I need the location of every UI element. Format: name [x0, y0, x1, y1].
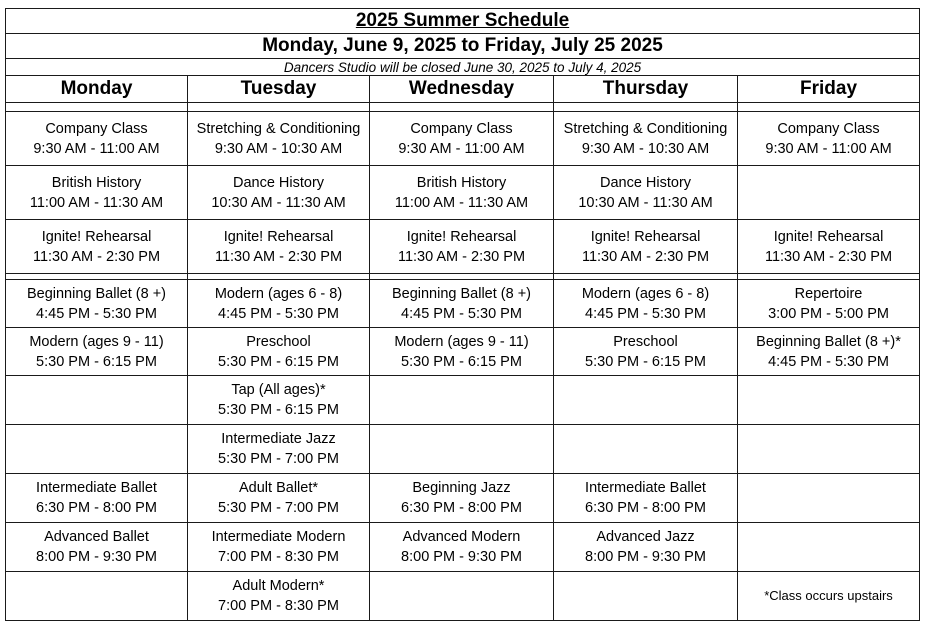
- spacer-row: [6, 103, 920, 112]
- class-cell-friday: [738, 112, 920, 166]
- class-cell-tuesday: [188, 572, 370, 621]
- class-name: Company Class: [45, 120, 148, 137]
- class-cell-wednesday: [370, 474, 554, 523]
- class-cell-monday: [6, 523, 188, 572]
- class-cell-wednesday: [370, 328, 554, 376]
- class-time: 7:00 PM - 8:30 PM: [218, 598, 339, 614]
- class-cell-wednesday: [370, 112, 554, 166]
- schedule-row: [6, 280, 920, 328]
- class-time: 4:45 PM - 5:30 PM: [218, 305, 339, 322]
- class-time: 11:00 AM - 11:30 AM: [29, 194, 164, 211]
- class-cell-monday: [6, 425, 188, 474]
- class-cell-friday: [738, 328, 920, 376]
- schedule-row: [6, 523, 920, 572]
- class-cell-tuesday: [188, 112, 370, 166]
- class-cell-monday: [6, 328, 188, 376]
- class-name: Company Class: [410, 120, 513, 137]
- class-name: Repertoire: [794, 285, 863, 302]
- schedule-row: [6, 425, 920, 474]
- class-time: 11:00 AM - 11:30 AM: [394, 194, 529, 211]
- class-cell-thursday: [554, 166, 738, 220]
- class-time: 11:30 AM - 2:30 PM: [581, 248, 710, 265]
- class-cell-wednesday: [370, 572, 554, 621]
- class-cell-tuesday: [188, 220, 370, 274]
- class-name: Preschool: [613, 333, 678, 350]
- class-cell-monday: [6, 220, 188, 274]
- schedule-table: [5, 8, 920, 621]
- class-time: 5:30 PM - 6:15 PM: [401, 353, 522, 370]
- class-name: Intermediate Ballet: [585, 480, 706, 496]
- class-cell-wednesday: [370, 425, 554, 474]
- class-name: Stretching & Conditioning: [563, 120, 728, 137]
- class-cell-thursday: [554, 572, 738, 621]
- class-time: 3:00 PM - 5:00 PM: [768, 305, 889, 322]
- class-name: Adult Modern*: [232, 578, 325, 594]
- class-name: Ignite! Rehearsal: [223, 228, 334, 245]
- class-time: 10:30 AM - 11:30 AM: [211, 194, 346, 211]
- class-cell-thursday: [554, 376, 738, 425]
- schedule-row: [6, 474, 920, 523]
- class-name: Dance History: [599, 174, 692, 191]
- day-header-tuesday: Tuesday: [188, 76, 370, 103]
- class-cell-monday: [6, 112, 188, 166]
- class-time: 6:30 PM - 8:00 PM: [401, 500, 522, 516]
- class-cell-thursday: [554, 328, 738, 376]
- class-name: Advanced Ballet: [44, 529, 149, 545]
- class-name: Intermediate Modern: [211, 529, 346, 545]
- class-cell-thursday: [554, 425, 738, 474]
- schedule-dates: Monday, June 9, 2025 to Friday, July 25 2025: [6, 34, 920, 59]
- class-cell-wednesday: [370, 220, 554, 274]
- class-cell-tuesday: [188, 376, 370, 425]
- class-time: 5:30 PM - 6:15 PM: [36, 353, 157, 370]
- class-time: 4:45 PM - 5:30 PM: [401, 305, 522, 322]
- class-name: Beginning Ballet (8 +): [26, 285, 167, 302]
- class-cell-friday: [738, 572, 920, 621]
- day-header-wednesday: Wednesday: [370, 76, 554, 103]
- class-cell-friday: [738, 523, 920, 572]
- class-name: Adult Ballet*: [239, 480, 318, 496]
- class-cell-monday: [6, 376, 188, 425]
- class-cell-monday: [6, 166, 188, 220]
- schedule-row: [6, 220, 920, 274]
- class-cell-tuesday: [188, 280, 370, 328]
- class-cell-friday: [738, 474, 920, 523]
- class-name: Advanced Modern: [402, 529, 521, 545]
- footnote: *Class occurs upstairs: [764, 588, 893, 603]
- day-header-friday: Friday: [738, 76, 920, 103]
- class-time: 9:30 AM - 11:00 AM: [33, 140, 160, 157]
- class-cell-tuesday: [188, 328, 370, 376]
- class-time: 4:45 PM - 5:30 PM: [768, 353, 889, 370]
- class-time: 11:30 AM - 2:30 PM: [214, 248, 343, 265]
- evening-block: [6, 280, 920, 621]
- class-name: Modern (ages 6 - 8): [214, 285, 343, 302]
- class-name: Intermediate Jazz: [221, 431, 336, 447]
- class-name: Ignite! Rehearsal: [590, 228, 701, 245]
- class-time: 8:00 PM - 9:30 PM: [401, 549, 522, 565]
- class-name: Ignite! Rehearsal: [773, 228, 884, 245]
- class-cell-tuesday: [188, 425, 370, 474]
- class-time: 7:00 PM - 8:30 PM: [218, 549, 339, 565]
- class-time: 5:30 PM - 7:00 PM: [218, 500, 339, 516]
- class-time: 5:30 PM - 6:15 PM: [218, 402, 339, 418]
- day-header-monday: Monday: [6, 76, 188, 103]
- class-cell-monday: [6, 474, 188, 523]
- class-cell-wednesday: [370, 166, 554, 220]
- class-time: 4:45 PM - 5:30 PM: [36, 305, 157, 322]
- schedule-row: [6, 328, 920, 376]
- class-time: 11:30 AM - 2:30 PM: [397, 248, 526, 265]
- class-cell-wednesday: [370, 280, 554, 328]
- class-name: Tap (All ages)*: [231, 382, 326, 398]
- class-time: 4:45 PM - 5:30 PM: [585, 305, 706, 322]
- class-time: 11:30 AM - 2:30 PM: [32, 248, 161, 265]
- class-name: Beginning Jazz: [412, 480, 511, 496]
- class-time: 9:30 AM - 10:30 AM: [214, 140, 343, 157]
- class-cell-friday: [738, 280, 920, 328]
- class-cell-thursday: [554, 220, 738, 274]
- class-name: Modern (ages 9 - 11): [394, 333, 529, 350]
- class-time: 6:30 PM - 8:00 PM: [585, 500, 706, 516]
- class-name: Advanced Jazz: [596, 529, 695, 545]
- class-cell-tuesday: [188, 523, 370, 572]
- class-cell-thursday: [554, 474, 738, 523]
- class-name: Intermediate Ballet: [36, 480, 157, 496]
- class-name: Company Class: [777, 120, 880, 137]
- class-time: 11:30 AM - 2:30 PM: [764, 248, 893, 265]
- class-time: 9:30 AM - 10:30 AM: [581, 140, 710, 157]
- morning-block: [6, 112, 920, 274]
- schedule-row: [6, 572, 920, 621]
- schedule-row: [6, 112, 920, 166]
- class-time: 8:00 PM - 9:30 PM: [585, 549, 706, 565]
- class-name: Beginning Ballet (8 +): [391, 285, 532, 302]
- class-time: 10:30 AM - 11:30 AM: [578, 194, 713, 211]
- class-cell-tuesday: [188, 474, 370, 523]
- schedule-title: 2025 Summer Schedule: [355, 10, 570, 31]
- class-cell-friday: [738, 376, 920, 425]
- class-name: Stretching & Conditioning: [196, 120, 361, 137]
- class-time: 9:30 AM - 11:00 AM: [398, 140, 525, 157]
- class-cell-monday: [6, 572, 188, 621]
- class-cell-thursday: [554, 280, 738, 328]
- class-name: British History: [416, 174, 507, 191]
- schedule-row: [6, 376, 920, 425]
- class-name: Ignite! Rehearsal: [406, 228, 517, 245]
- class-cell-friday: [738, 425, 920, 474]
- class-name: Modern (ages 6 - 8): [581, 285, 710, 302]
- class-time: 8:00 PM - 9:30 PM: [36, 549, 157, 565]
- closure-note: Dancers Studio will be closed June 30, 2025 to July 4, 2025: [6, 59, 920, 76]
- class-time: 6:30 PM - 8:00 PM: [36, 500, 157, 516]
- class-name: Dance History: [232, 174, 325, 191]
- class-time: 5:30 PM - 6:15 PM: [585, 353, 706, 370]
- class-name: Modern (ages 9 - 11): [29, 333, 164, 350]
- class-cell-thursday: [554, 112, 738, 166]
- class-cell-friday: [738, 166, 920, 220]
- class-cell-wednesday: [370, 376, 554, 425]
- class-name: Beginning Ballet (8 +)*: [756, 333, 901, 350]
- class-time: 5:30 PM - 6:15 PM: [218, 353, 339, 370]
- schedule-title-cell: [6, 9, 920, 34]
- class-name: British History: [51, 174, 142, 191]
- class-cell-friday: [738, 220, 920, 274]
- class-cell-thursday: [554, 523, 738, 572]
- class-cell-tuesday: [188, 166, 370, 220]
- class-cell-monday: [6, 280, 188, 328]
- class-name: Preschool: [246, 333, 311, 350]
- day-header-thursday: Thursday: [554, 76, 738, 103]
- class-cell-wednesday: [370, 523, 554, 572]
- class-time: 9:30 AM - 11:00 AM: [765, 140, 892, 157]
- class-name: Ignite! Rehearsal: [41, 228, 152, 245]
- class-time: 5:30 PM - 7:00 PM: [218, 451, 339, 467]
- schedule-row: [6, 166, 920, 220]
